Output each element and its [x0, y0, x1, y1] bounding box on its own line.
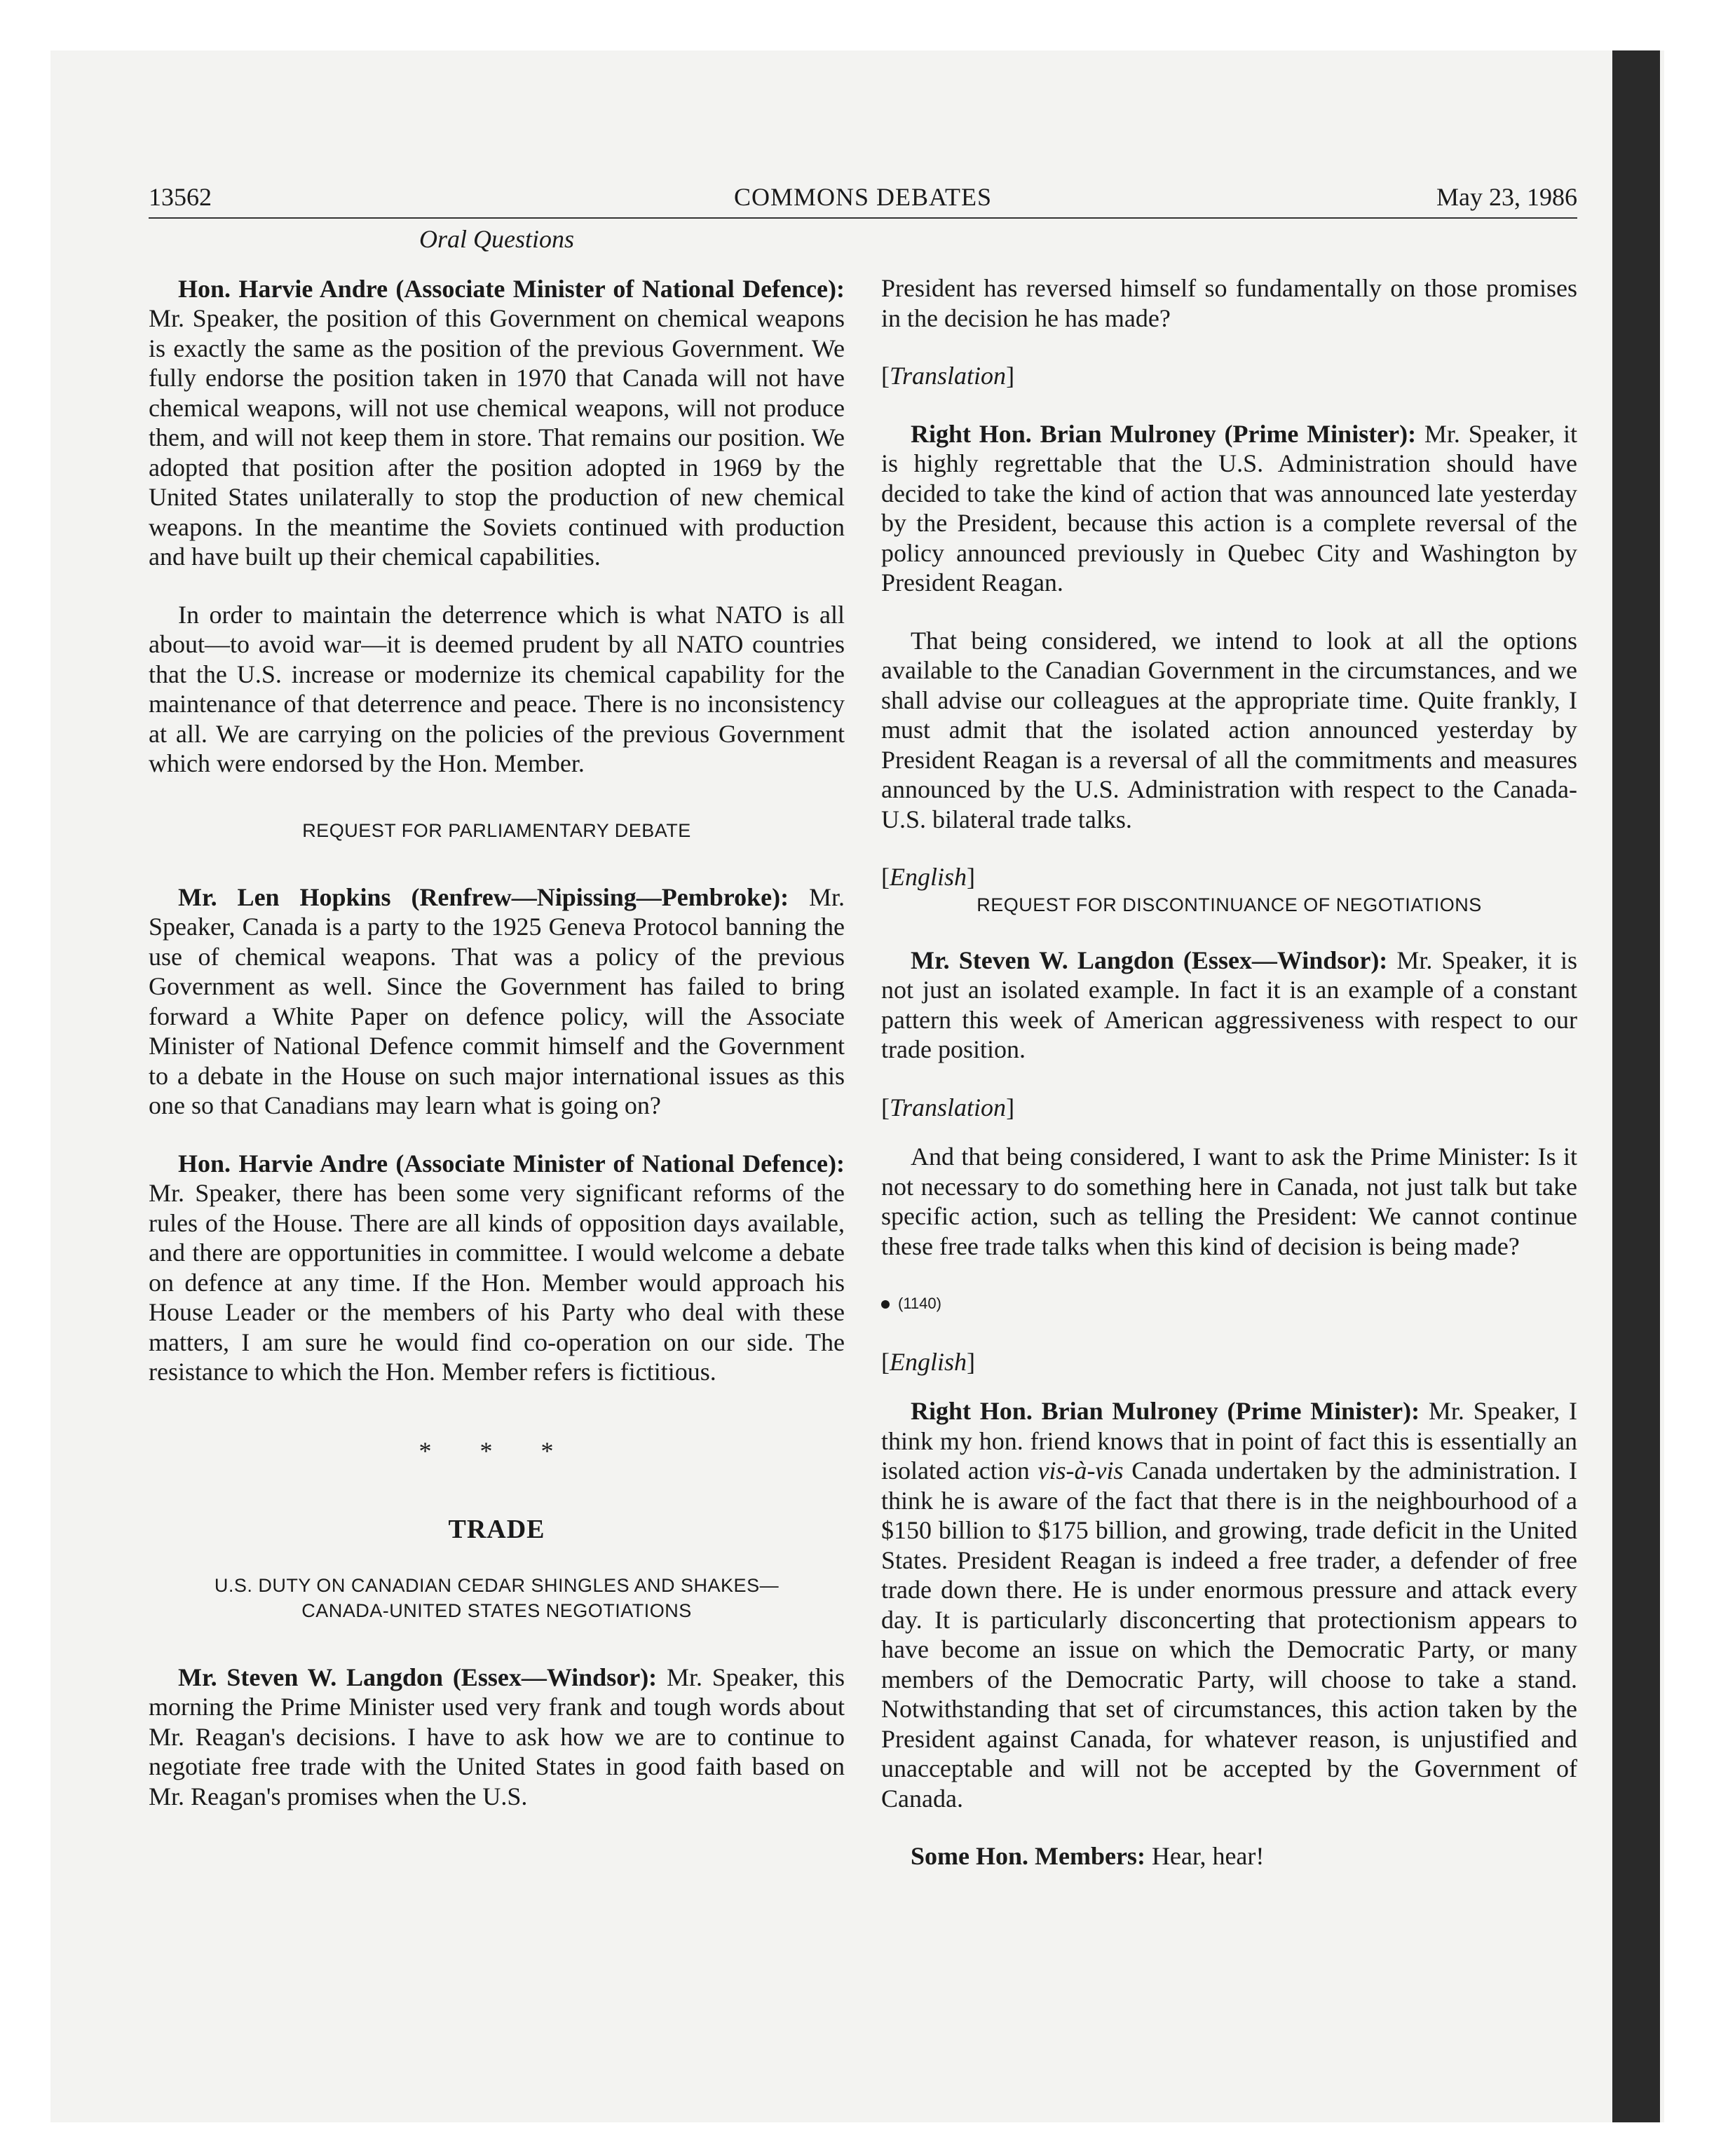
paragraph: That being considered, we intend to look at all the options available to the Canadian Government in the circumstances, and we shall advise our colleagues at the appropriate time. Quite frankly, I must admit that the isolated action announced yesterday by President Reagan is a reversal of all the commitments and measures announced by the U.S. Administration with respect to the Canada-U.S. bilateral trade talks.: [881, 626, 1577, 833]
paragraph: Mr. Steven W. Langdon (Essex—Windsor): Mr. Speaker, this morning the Prime Minister used very frank and tough words about Mr. Reagan's decisions. I have to ask how we are to continue to negotiate free trade with the United States in good faith based on Mr. Reagan's promises when the U.S.: [149, 1663, 845, 1810]
paragraph: Hon. Harvie Andre (Associate Minister of National Defence): Mr. Speaker, the position of this Government on chemical weapons is exactly the same as the position of the previous Government. We fully endorse the position taken in 1970 that Canada will not have chemical weapons, will not use chemical weapons, will not produce them, and will not keep them in store. That remains our position. We adopted that position after the position adopted in 1969 by the United States unilaterally to stop the production of new chemical weapons. In the meantime the Soviets continued with production and have built up their chemical capabilities.: [149, 274, 845, 571]
speaker-name: Some Hon. Members:: [911, 1842, 1145, 1870]
speaker-name: Mr. Steven W. Langdon (Essex—Windsor):: [911, 946, 1388, 974]
page-number: 13562: [149, 183, 212, 211]
subheading-line: U.S. DUTY ON CANADIAN CEDAR SHINGLES AND SHAKES—: [214, 1574, 780, 1596]
paragraph: Mr. Steven W. Langdon (Essex—Windsor): Mr. Speaker, it is not just an isolated example. In fact it is an example of a constant pattern this week of American aggressiveness with respect to our trade position.: [881, 946, 1577, 1063]
left-column: [149, 224, 845, 1811]
speaker-name: Right Hon. Brian Mulroney (Prime Minister):: [911, 1397, 1420, 1425]
subheading-line: CANADA-UNITED STATES NEGOTIATIONS: [301, 1599, 692, 1621]
speaker-name: Mr. Steven W. Langdon (Essex—Windsor):: [178, 1663, 658, 1691]
section-divider: * * *: [419, 1436, 575, 1465]
speaker-name: Hon. Harvie Andre (Associate Minister of National Defence):: [178, 1149, 845, 1178]
paragraph: Right Hon. Brian Mulroney (Prime Minister): Mr. Speaker, it is highly regrettable that the U.S. Administration should have decided to take the kind of action that was announced late yesterday by the President, because this action is a complete reversal of the policy announced previously in Quebec City and Washington by President Reagan.: [881, 419, 1577, 596]
right-column: [881, 273, 1577, 1871]
subheading: REQUEST FOR DISCONTINUANCE OF NEGOTIATIONS: [977, 894, 1482, 915]
language-tag: [English]: [881, 863, 976, 891]
time-marker: (1140): [881, 1289, 1577, 1319]
speaker-name: Mr. Len Hopkins (Renfrew—Nipissing—Pembroke):: [178, 882, 789, 911]
page-header: [149, 178, 1577, 219]
language-tag: [Translation]: [881, 362, 1015, 390]
paragraph: Some Hon. Members: Hear, hear!: [911, 1842, 1265, 1870]
speaker-name: Right Hon. Brian Mulroney (Prime Minister):: [911, 419, 1417, 448]
bullet-icon: [881, 1300, 890, 1309]
paragraph: Right Hon. Brian Mulroney (Prime Minister): Mr. Speaker, I think my hon. friend knows that in point of fact this is essentially an isolated action vis-à-vis Canada undertaken by the administration. I think he is aware of the fact that there is in the neighbourhood of a $150 billion to $175 billion, and growing, trade deficit in the United States. President Reagan is indeed a free trader, a defender of free trade down there. He is under enormous pressure and attack every day. It is particularly disconcerting that protectionism appears to have become an issue on which the Democratic Party, or many members of the Democratic Party, will choose to take a stand. Notwithstanding that set of circumstances, this action taken by the President against Canada, for whatever reason, is unjustified and unacceptable and will not be accepted by the Government of Canada.: [881, 1397, 1578, 1813]
paragraph: Hon. Harvie Andre (Associate Minister of National Defence): Mr. Speaker, there has been some very significant reforms of the rules of the House. There are all kinds of opposition days available, and there are opportunities in committee. I would welcome a debate on defence at any time. If the Hon. Member would approach his House Leader or the members of his Party who deal with these matters, I am sure he would find co-operation on our side. The resistance to which the Hon. Member refers is fictitious.: [149, 1149, 845, 1386]
subheading: REQUEST FOR PARLIAMENTARY DEBATE: [302, 819, 691, 841]
page-date: May 23, 1986: [1436, 183, 1577, 211]
paragraph: President has reversed himself so fundamentally on those promises in the decision he has made?: [881, 274, 1577, 332]
paragraph: In order to maintain the deterrence which is what NATO is all about—to avoid war—it is deemed prudent by all NATO countries that the U.S. increase or modernize its chemical capability for the maintenance of that deterrence and peace. There is no inconsistency at all. We are carrying on the policies of the previous Government which were endorsed by the Hon. Member.: [149, 600, 845, 777]
speaker-name: Hon. Harvie Andre (Associate Minister of National Defence):: [178, 274, 845, 303]
language-tag: [Translation]: [881, 1093, 1015, 1121]
paragraph: And that being considered, I want to ask the Prime Minister: Is it not necessary to do something here in Canada, not just talk but take specific action, such as telling the President: We cannot continue these free trade talks when this kind of decision is being made?: [881, 1142, 1577, 1260]
paragraph: Mr. Len Hopkins (Renfrew—Nipissing—Pembroke): Mr. Speaker, Canada is a party to the 1925 Geneva Protocol banning the use of chemical weapons. That was a policy of the previous Government as well. Since the Government has failed to bring forward a White Paper on defence policy, will the Associate Minister of National Defence commit himself and the Government to a debate in the House on such major international issues as this one so that Canadians may learn what is going on?: [149, 882, 845, 1119]
section-label: Oral Questions: [419, 225, 574, 253]
language-tag: [English]: [881, 1347, 976, 1376]
section-heading: TRADE: [448, 1515, 545, 1544]
publication-title: COMMONS DEBATES: [733, 183, 993, 211]
scan-edge-shadow: [1612, 50, 1660, 2122]
